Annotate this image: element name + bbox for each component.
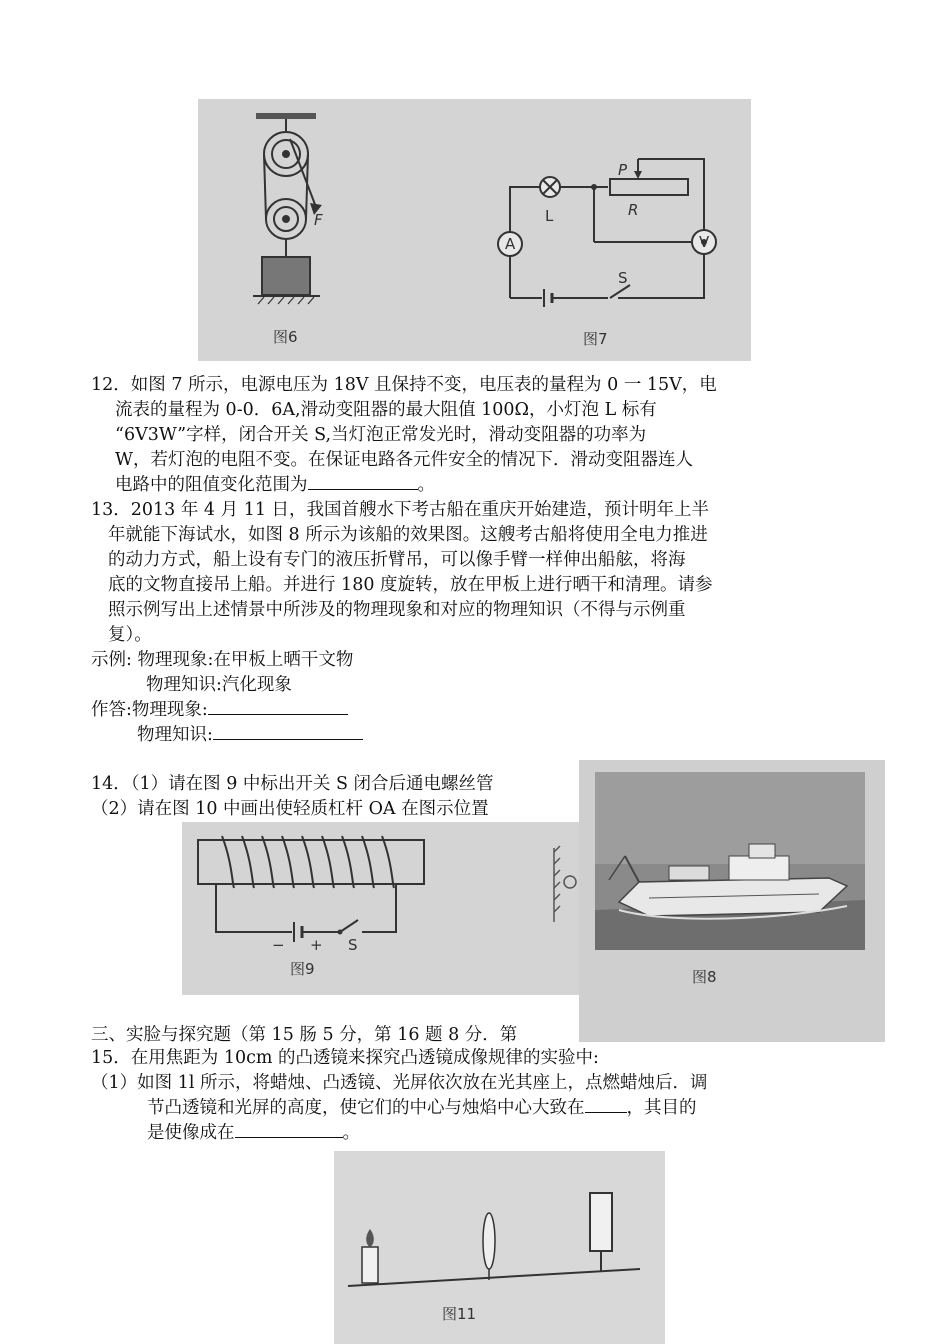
fig11-caption: 图11 xyxy=(442,1305,477,1323)
fig7-caption: 图7 xyxy=(583,330,608,348)
q15-line-3 xyxy=(147,1096,697,1121)
q12-line-4: W，若灯泡的电阻不变。在保证电路各元件安全的情况下．滑动变阻器连人 xyxy=(115,450,693,470)
answer-phenomenon-blank[interactable] xyxy=(208,698,348,715)
answer-phenomenon-label: 作答:物理现象: xyxy=(91,700,208,720)
q15-purpose-blank[interactable] xyxy=(235,1121,343,1138)
optical-bench xyxy=(348,1269,640,1286)
answer-knowledge-blank[interactable] xyxy=(213,723,363,740)
q13-line-4: 底的文物直接吊上船。并进行 180 度旋转，放在甲板上进行晒干和清理。请参 xyxy=(108,575,713,595)
q13-line-3: 的动力方式，船上设有专门的液压折臂吊，可以像手臂一样伸出船舷，将海 xyxy=(108,550,686,570)
q13-line-2: 年就能下海试水，如图 8 所示为该船的效果图。这艘考古船将使用全电力推进 xyxy=(108,525,708,545)
q15-line-4-text: 是使像成在 xyxy=(147,1123,235,1143)
q15-line-4-end: 。 xyxy=(342,1123,360,1143)
q15-line-3-end: ，其目的 xyxy=(626,1098,697,1118)
q12-line-5 xyxy=(115,473,435,498)
figure-6-7 xyxy=(198,99,751,361)
q15-center-blank[interactable] xyxy=(585,1096,627,1113)
pulley-diagram xyxy=(253,113,320,296)
voltmeter-label: V xyxy=(699,233,710,251)
battery-plus-label: + xyxy=(310,936,323,954)
battery-minus-label: − xyxy=(272,936,285,954)
q12-line-5-end: 。 xyxy=(417,475,435,495)
answer-knowledge-label: 物理知识: xyxy=(137,725,213,745)
q14-line-1: 14．（1）请在图 9 中标出开关 S 闭合后通电螺丝管 xyxy=(91,774,494,794)
section-3-heading: 三、实脸与探究题（第 15 肠 5 分，第 16 题 8 分．第 xyxy=(91,1025,518,1045)
q14-line-2: （2）请在图 10 中画出使轻质杠杆 OA 在图示位置 xyxy=(91,799,489,819)
q13-line-5: 照示例写出上述情景中所涉及的物理现象和对应的物理知识（不得与示例重 xyxy=(108,600,686,620)
q15-line-4 xyxy=(147,1121,360,1146)
q12-line-5-text: 电路中的阻值变化范围为 xyxy=(115,475,308,495)
q13-line-1: 13．2013 年 4 月 11 日，我国首艘水下考古船在重庆开始建造，预计明年上半 xyxy=(91,500,710,520)
q15-line-1: 15．在用焦距为 10cm 的凸透镜来探究凸透镜成像规律的实验中: xyxy=(91,1048,599,1068)
lamp-label: L xyxy=(545,207,554,225)
candle xyxy=(362,1229,378,1283)
circuit-diagram xyxy=(498,159,716,307)
light-screen xyxy=(590,1193,612,1272)
answer-line-1 xyxy=(91,698,348,723)
slider-label: P xyxy=(618,161,628,179)
fig6-caption: 图6 xyxy=(273,328,298,346)
answer-line-2 xyxy=(137,723,363,748)
q12-line-1: 12．如图 7 所示，电源电压为 18V 且保持不变，电压表的量程为 0 一 15V，电 xyxy=(91,375,717,395)
figure-9 xyxy=(182,822,582,995)
q13-line-6: 复）。 xyxy=(108,625,152,645)
fig8-caption: 图8 xyxy=(692,968,717,986)
q15-line-2: （1）如图 1l 所示，将蜡烛、凸透镜、光屏依次放在光其座上，点燃蜡烛后．调 xyxy=(91,1073,708,1093)
example-line-1: 示例: 物理现象:在甲板上晒干文物 xyxy=(91,650,354,670)
convex-lens xyxy=(483,1213,495,1280)
q12-answer-blank[interactable] xyxy=(308,473,418,490)
figure-8 xyxy=(579,760,885,1042)
switch-label: S xyxy=(618,269,628,287)
ammeter-label: A xyxy=(505,235,516,253)
fig9-switch-label: S xyxy=(348,936,358,954)
figure-11 xyxy=(334,1151,665,1344)
fig9-caption: 图9 xyxy=(290,960,315,978)
q12-line-3: “6V3W”字样，闭合开关 S,当灯泡正常发光时，滑动变阻器的功率为 xyxy=(115,425,647,445)
q15-line-3-text: 节凸透镜和光屏的高度，使它们的中心与烛焰中心大致在 xyxy=(147,1098,585,1118)
example-line-2: 物理知识:汽化现象 xyxy=(146,675,292,695)
q12-line-2: 流表的量程为 0-0．6A,滑动变阻器的最大阻值 100Ω，小灯泡 L 标有 xyxy=(115,400,657,420)
resistor-label: R xyxy=(628,201,639,219)
force-label: F xyxy=(314,211,323,229)
